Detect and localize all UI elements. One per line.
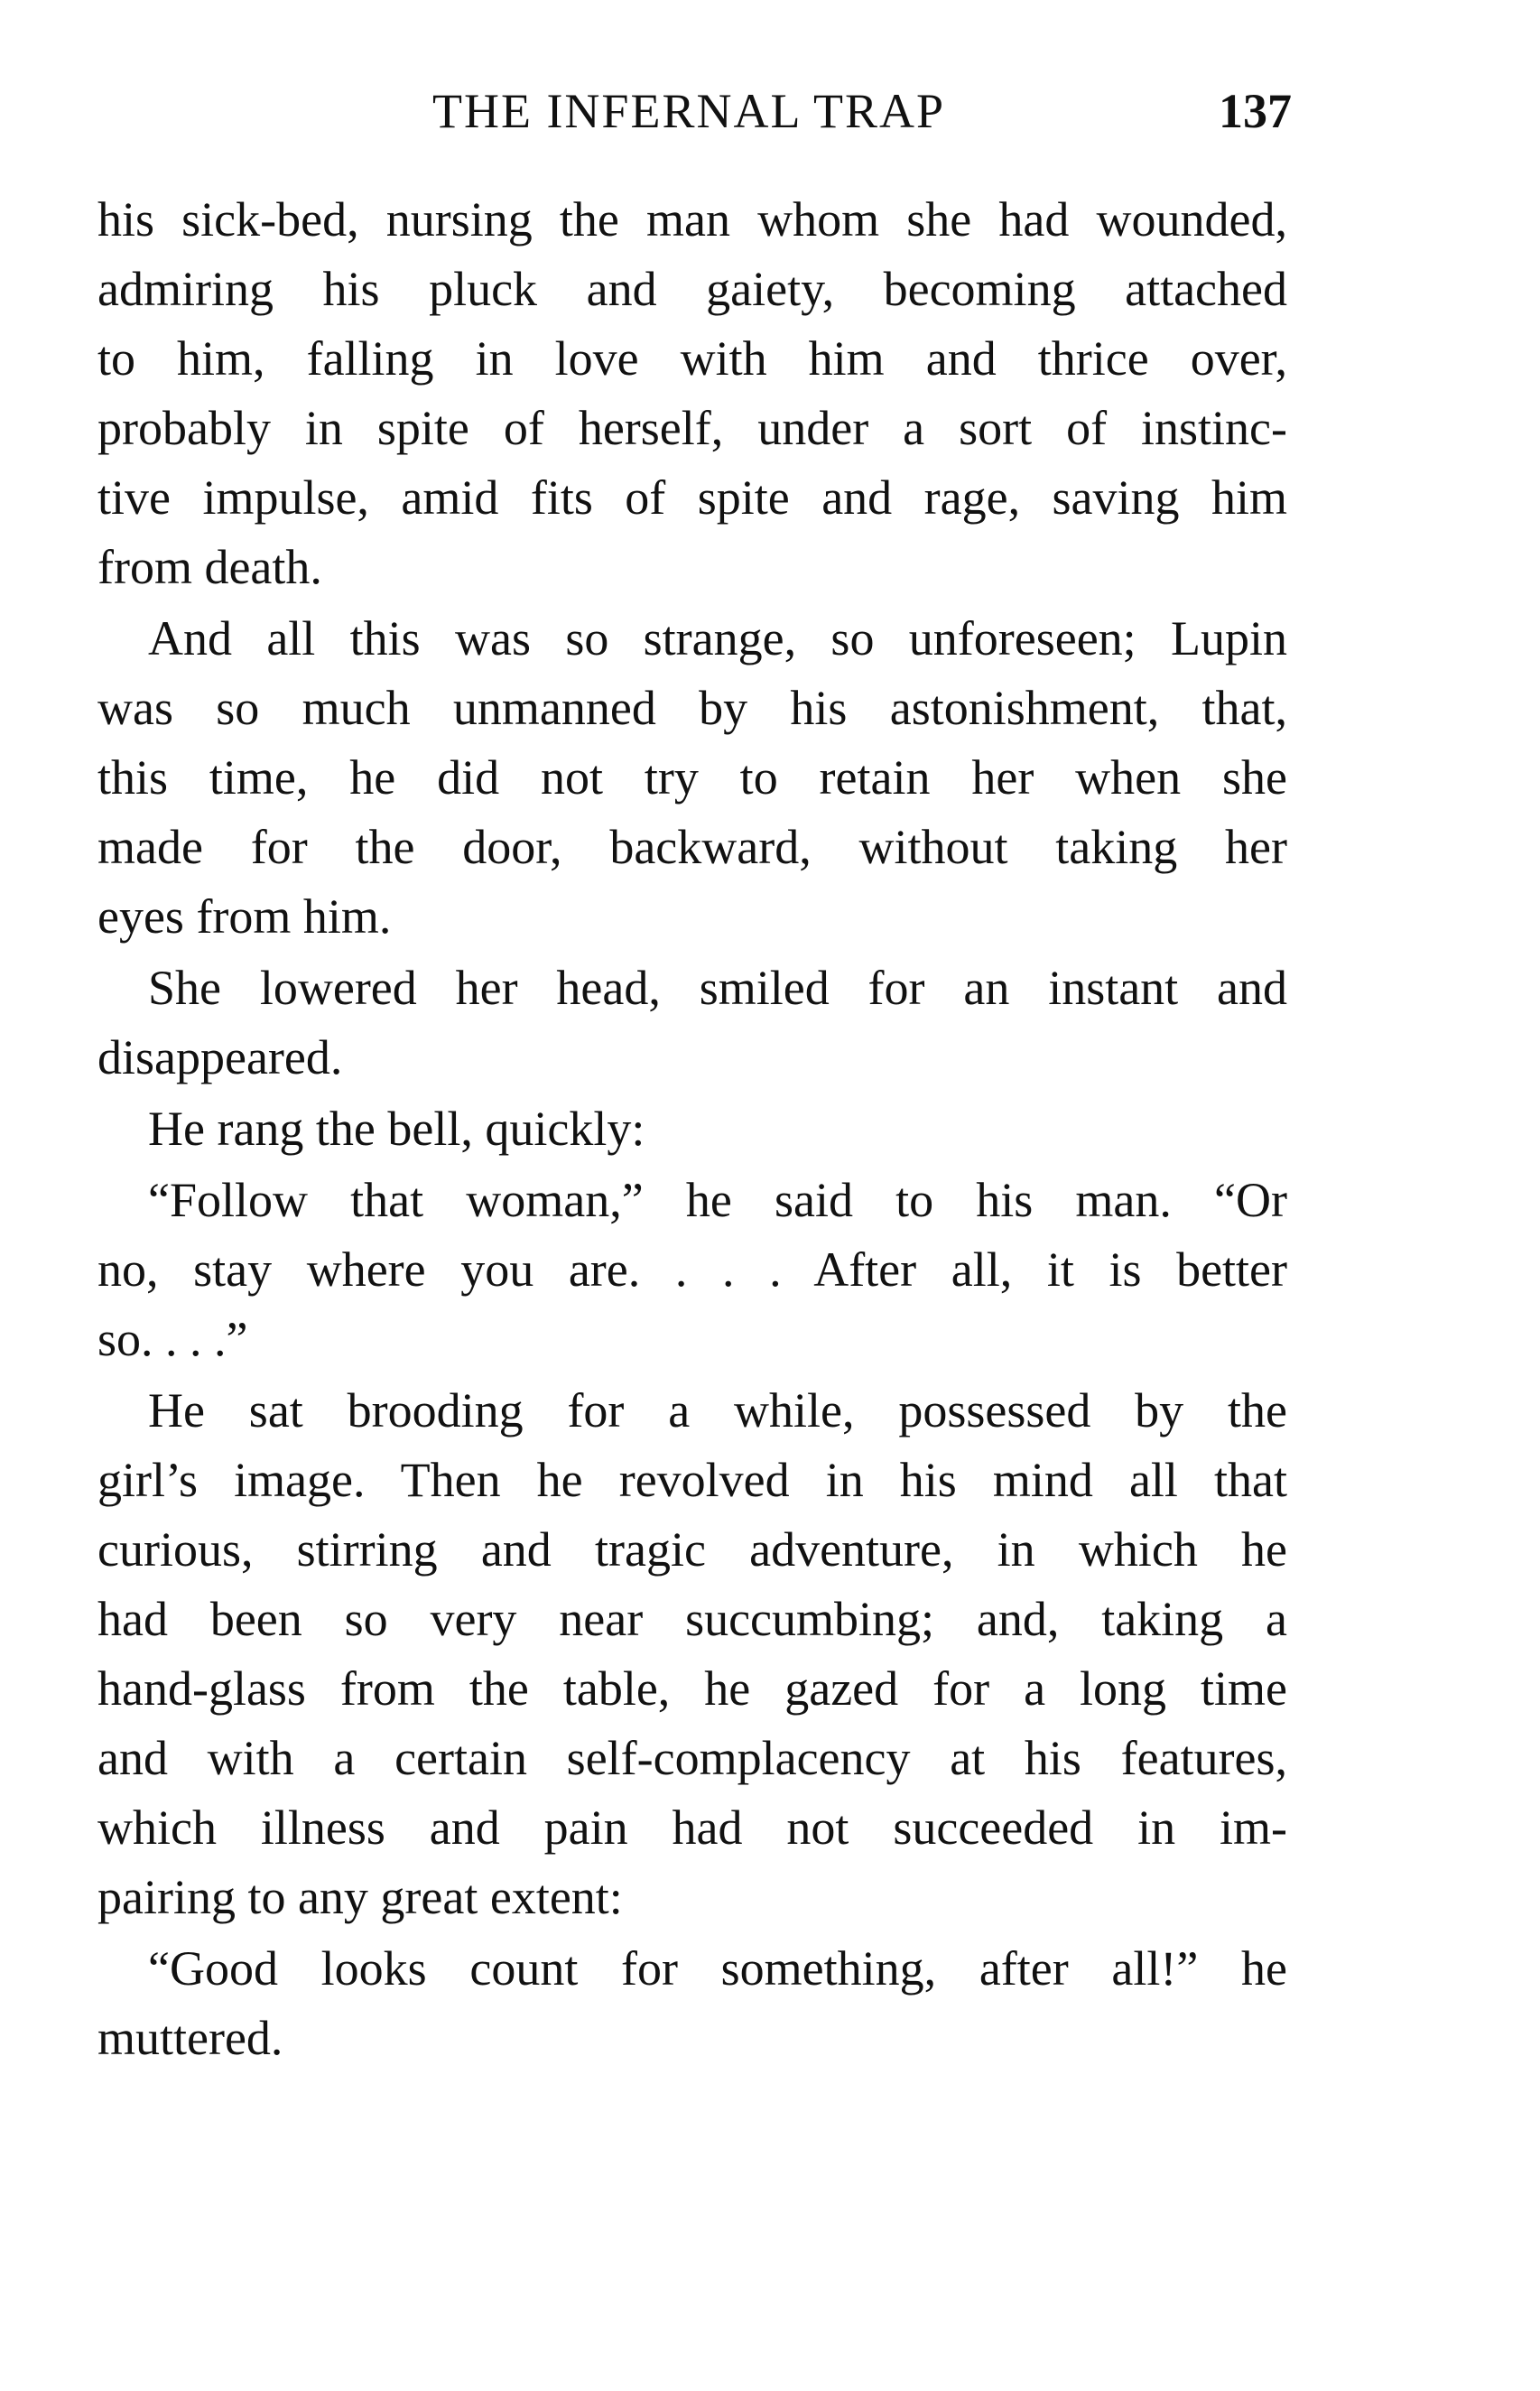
- text-line: disappeared.: [97, 1030, 343, 1084]
- text-line: so. . . .”: [97, 1312, 248, 1366]
- text-line: had been so very near succumbing; and, taking a: [97, 1592, 1287, 1646]
- text-line: to him, falling in love with him and thrice over,: [97, 331, 1287, 386]
- paragraph-5: [97, 1166, 1287, 1374]
- paragraph-3: [97, 954, 1287, 1093]
- text-line: which illness and pain had not succeeded in im-: [97, 1800, 1287, 1855]
- text-line: no, stay where you are. . . . After all, it is better: [97, 1242, 1287, 1297]
- paragraph-4: [97, 1094, 1287, 1164]
- text-line: this time, he did not try to retain her when she: [97, 750, 1287, 805]
- text-line: made for the door, backward, without taking her: [97, 820, 1287, 874]
- text-line: And all this was so strange, so unforeseen; Lupin: [148, 611, 1287, 665]
- text-line: He rang the bell, quickly:: [148, 1102, 645, 1156]
- text-line: He sat brooding for a while, possessed by the: [148, 1383, 1287, 1437]
- text-line: She lowered her head, smiled for an instant and: [148, 961, 1287, 1015]
- paragraph-2: [97, 604, 1287, 952]
- running-title: THE INFERNAL TRAP: [431, 84, 945, 138]
- text-line: from death.: [97, 540, 322, 594]
- paragraph-6: [97, 1376, 1287, 1932]
- paragraph-1: [97, 185, 1287, 602]
- running-head: [0, 79, 1540, 143]
- text-line: girl’s image. Then he revolved in his mind all that: [97, 1453, 1287, 1507]
- text-line: eyes from him.: [97, 889, 392, 944]
- text-line: admiring his pluck and gaiety, becoming attached: [97, 262, 1287, 316]
- body-text: [97, 185, 1287, 2075]
- text-line: pairing to any great extent:: [97, 1870, 623, 1924]
- text-line: was so much unmanned by his astonishment, that,: [97, 681, 1287, 735]
- page-number: 137: [1219, 84, 1292, 138]
- text-line: and with a certain self-complacency at his features,: [97, 1731, 1287, 1785]
- text-line: hand-glass from the table, he gazed for a long time: [97, 1661, 1287, 1716]
- text-line: his sick-bed, nursing the man whom she had wounded,: [97, 192, 1287, 247]
- text-line: “Follow that woman,” he said to his man. “Or: [148, 1173, 1287, 1227]
- text-line: curious, stirring and tragic adventure, in which he: [97, 1522, 1287, 1577]
- text-line: “Good looks count for something, after all!” he: [148, 1941, 1287, 1996]
- text-line: muttered.: [97, 2011, 283, 2065]
- text-line: probably in spite of herself, under a sort of instinc-: [97, 401, 1287, 455]
- paragraph-7: [97, 1934, 1287, 2073]
- text-line: tive impulse, amid fits of spite and rage, saving him: [97, 470, 1287, 525]
